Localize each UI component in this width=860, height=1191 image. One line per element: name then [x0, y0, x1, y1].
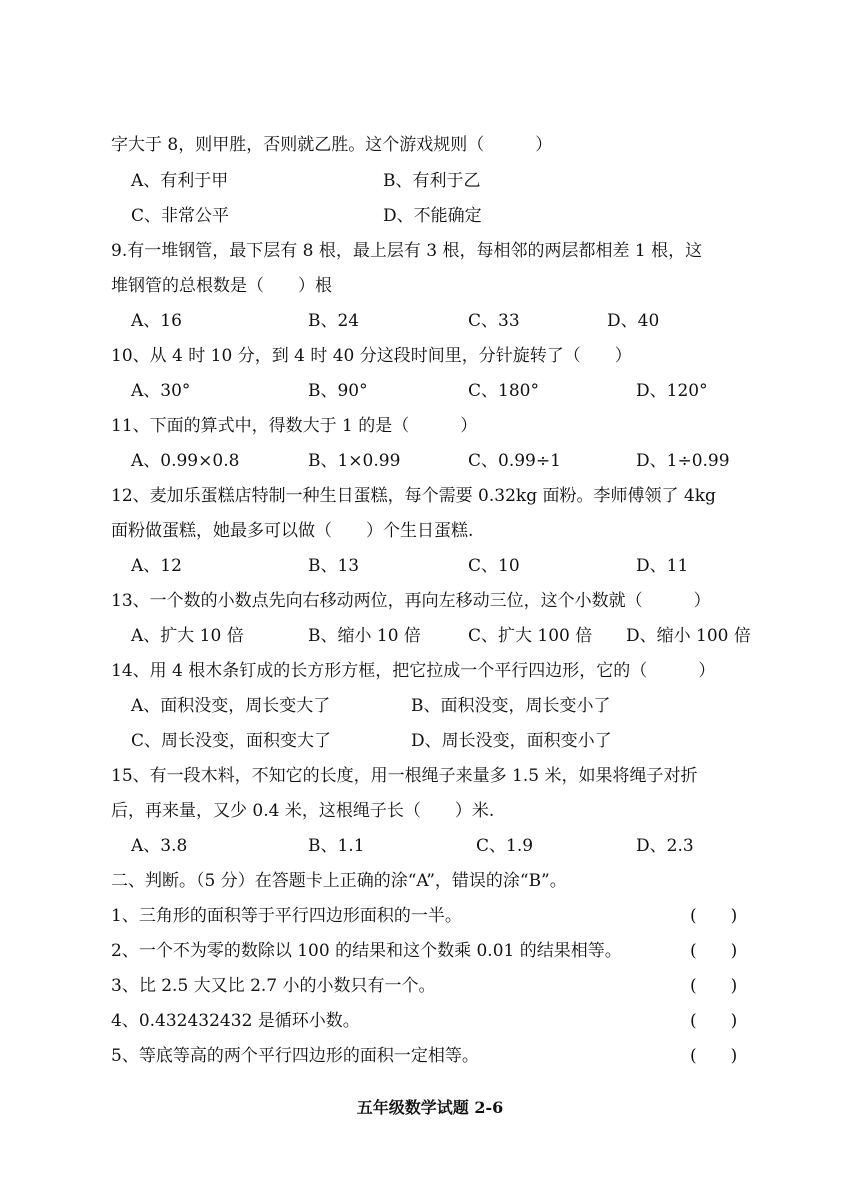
q9-stem-line2: 堆钢管的总根数是（ ）根: [111, 276, 332, 296]
q10-stem: 10、从 4 时 10 分，到 4 时 40 分这段时间里，分针旋转了（ ）: [111, 346, 632, 366]
q12-option-b: B、13: [308, 556, 360, 576]
judge-answer-blank-4: ( ): [690, 1011, 738, 1031]
q12-stem-line1: 12、麦加乐蛋糕店特制一种生日蛋糕，每个需要 0.32kg 面粉。李师傅领了 4kg: [111, 486, 716, 506]
q8-option-a: A、有利于甲: [131, 171, 229, 191]
q13-option-a: A、扩大 10 倍: [131, 626, 244, 646]
q15-stem-line2: 后，再来量，又少 0.4 米，这根绳子长（ ）米.: [111, 801, 495, 821]
judge-item-2: 2、一个不为零的数除以 100 的结果和这个数乘 0.01 的结果相等。: [111, 941, 622, 961]
q15-stem-line1: 15、有一段木料，不知它的长度，用一根绳子来量多 1.5 米，如果将绳子对折: [111, 766, 698, 786]
q11-option-a: A、0.99×0.8: [131, 451, 240, 471]
q10-option-b: B、90°: [308, 381, 368, 401]
judge-answer-blank-1: ( ): [690, 906, 738, 926]
q9-option-c: C、33: [468, 311, 520, 331]
judge-answer-blank-2: ( ): [690, 941, 738, 961]
judge-item-5: 5、等底等高的两个平行四边形的面积一定相等。: [111, 1046, 479, 1066]
q15-option-b: B、1.1: [308, 836, 365, 856]
q11-option-c: C、0.99÷1: [468, 451, 561, 471]
page-footer: 五年级数学试题 2-6: [356, 1098, 504, 1117]
q13-option-b: B、缩小 10 倍: [308, 626, 421, 646]
q8-option-b: B、有利于乙: [383, 171, 481, 191]
judge-item-1: 1、三角形的面积等于平行四边形面积的一半。: [111, 906, 462, 926]
judge-answer-blank-5: ( ): [690, 1046, 738, 1066]
q12-option-d: D、11: [636, 556, 689, 576]
q11-stem: 11、下面的算式中，得数大于 1 的是（ ）: [111, 416, 478, 436]
q12-stem-line2: 面粉做蛋糕，她最多可以做（ ）个生日蛋糕.: [111, 521, 474, 541]
q14-option-c: C、周长没变，面积变大了: [131, 731, 332, 751]
q13-option-d: D、缩小 100 倍: [626, 626, 751, 646]
q12-option-a: A、12: [131, 556, 182, 576]
q8-option-d: D、不能确定: [383, 206, 482, 226]
q10-option-a: A、30°: [131, 381, 191, 401]
q9-option-a: A、16: [131, 311, 182, 331]
q11-option-b: B、1×0.99: [308, 451, 401, 471]
q10-option-d: D、120°: [636, 381, 708, 401]
judge-answer-blank-3: ( ): [690, 976, 738, 996]
q9-option-b: B、24: [308, 311, 360, 331]
judge-item-3: 3、比 2.5 大又比 2.7 小的小数只有一个。: [111, 976, 436, 996]
q9-option-d: D、40: [607, 311, 660, 331]
q8-option-c: C、非常公平: [131, 206, 230, 226]
q11-option-d: D、1÷0.99: [636, 451, 730, 471]
q14-option-a: A、面积没变，周长变大了: [131, 696, 331, 716]
q13-stem: 13、一个数的小数点先向右移动两位，再向左移动三位，这个小数就（ ）: [111, 591, 711, 611]
q12-option-c: C、10: [468, 556, 520, 576]
section2-title: 二、判断。（5 分）在答题卡上正确的涂“A”，错误的涂“B”。: [111, 871, 567, 891]
q15-option-a: A、3.8: [131, 836, 188, 856]
q9-stem-line1: 9.有一堆钢管，最下层有 8 根，最上层有 3 根，每相邻的两层都相差 1 根，这: [111, 241, 703, 261]
judge-item-4: 4、0.432432432 是循环小数。: [111, 1011, 360, 1031]
q15-option-c: C、1.9: [476, 836, 534, 856]
q14-stem: 14、用 4 根木条钉成的长方形方框，把它拉成一个平行四边形，它的（ ）: [111, 661, 716, 681]
q13-option-c: C、扩大 100 倍: [468, 626, 593, 646]
q10-option-c: C、180°: [468, 381, 539, 401]
q15-option-d: D、2.3: [636, 836, 694, 856]
q14-option-d: D、周长没变，面积变小了: [411, 731, 612, 751]
q14-option-b: B、面积没变，周长变小了: [411, 696, 611, 716]
q8-stem: 字大于 8，则甲胜，否则就乙胜。这个游戏规则（ ）: [111, 135, 553, 155]
